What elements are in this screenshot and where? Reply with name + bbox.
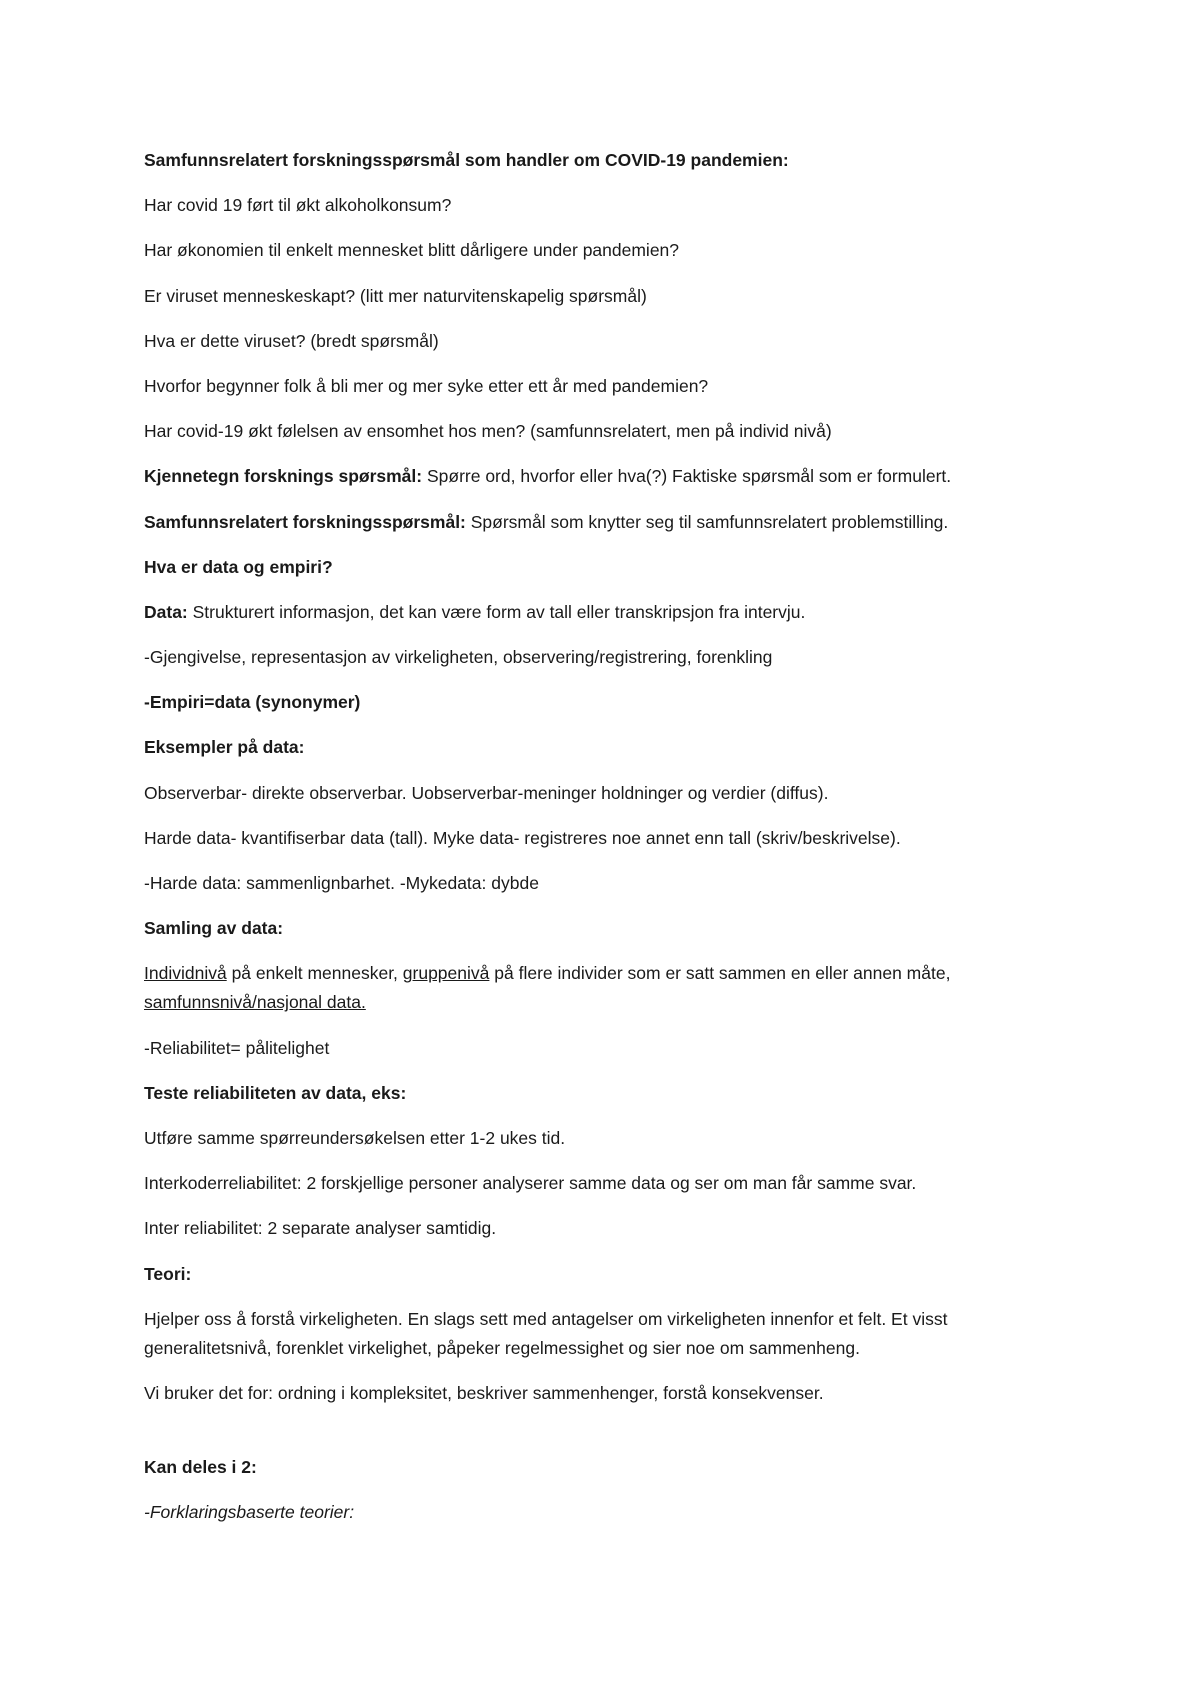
blank-line	[144, 1424, 1064, 1453]
empiri-data-line: -Empiri=data (synonymer)	[144, 692, 361, 713]
covid-question: Har covid 19 ført til økt alkoholkonsum?	[144, 195, 452, 216]
vi-bruker-line: Vi bruker det for: ordning i kompleksitet, beskriver sammenhenger, forstå konsekvenser.	[144, 1382, 824, 1403]
samfunnsrelatert-text: Spørsmål som knytter seg til samfunnsrelatert problemstilling.	[465, 511, 949, 532]
covid-question: Har økonomien til enkelt mennesket blitt dårligere under pandemien?	[144, 240, 680, 261]
interkoder-line: Interkoderreliabilitet: 2 forskjellige personer analyserer samme data og ser om man får samme svar.	[144, 1173, 917, 1194]
heading-covid: Samfunnsrelatert forskningsspørsmål som handler om COVID-19 pandemien:	[144, 150, 789, 170]
document-body	[144, 146, 1064, 1543]
individniva-term: Individnivå	[144, 963, 227, 984]
harde-myke-line: -Harde data: sammenlignbarhet. -Mykedata: dybde	[144, 873, 539, 893]
data-definition	[144, 598, 1064, 627]
teori-paragraph: Hjelper oss å forstå virkeligheten. En slags sett med antagelser om virkeligheten innenfor et felt. Et visst generalitetsnivå, forenklet virkelighet, påpeker regelmessighet og sier noe om sammenheng.	[144, 1308, 948, 1358]
covid-question: Hva er dette viruset? (bredt spørsmål)	[144, 330, 439, 351]
heading-samling: Samling av data:	[144, 918, 284, 939]
heading-teste: Teste reliabiliteten av data, eks:	[144, 1082, 407, 1103]
gjengivelse-line: -Gjengivelse, representasjon av virkeligheten, observering/registrering, forenkling	[144, 647, 773, 668]
kjennetegn-paragraph	[144, 462, 1064, 491]
gruppeniva-term: gruppenivå	[402, 963, 490, 984]
heading-data-empiri: Hva er data og empiri?	[144, 556, 333, 577]
observerbar-line: Observerbar- direkte observerbar. Uobserverbar-meninger holdninger og verdier (diffus).	[144, 782, 829, 803]
heading-teori: Teori:	[144, 1263, 192, 1284]
kjennetegn-text: Spørre ord, hvorfor eller hva(?) Faktiske spørsmål som er formulert.	[422, 466, 952, 487]
covid-question: Har covid-19 økt følelsen av ensomhet hos men? (samfunnsrelatert, men på individ nivå)	[144, 421, 832, 442]
data-label: Data:	[144, 601, 188, 622]
samfunnsrelatert-paragraph	[144, 508, 1064, 537]
covid-question: Er viruset menneskeskapt? (litt mer naturvitenskapelig spørsmål)	[144, 285, 647, 306]
heading-kan-deles: Kan deles i 2:	[144, 1457, 257, 1478]
kjennetegn-label: Kjennetegn forsknings spørsmål:	[144, 466, 423, 487]
samfunnsniva-term: samfunnsnivå/nasjonal data.	[144, 992, 366, 1013]
harde-data-line: Harde data- kvantifiserbar data (tall). Myke data- registreres noe annet enn tall (skriv/beskrivelse).	[144, 827, 901, 848]
forklaringsbaserte-line: -Forklaringsbaserte teorier:	[144, 1502, 355, 1523]
covid-question: Hvorfor begynner folk å bli mer og mer syke etter ett år med pandemien?	[144, 375, 709, 396]
inter-line: Inter reliabilitet: 2 separate analyser samtidig.	[144, 1218, 497, 1239]
samling-text-1: på enkelt mennesker,	[226, 963, 403, 984]
data-text: Strukturert informasjon, det kan være form av tall eller transkripsjon fra intervju.	[187, 601, 806, 622]
samling-paragraph	[144, 959, 1064, 1017]
heading-eksempler: Eksempler på data:	[144, 737, 305, 758]
samling-text-2: på flere individer som er satt sammen en eller annen måte,	[489, 963, 951, 984]
reliabilitet-line: -Reliabilitet= pålitelighet	[144, 1037, 330, 1058]
samfunnsrelatert-label: Samfunnsrelatert forskningsspørsmål:	[144, 511, 466, 532]
utfore-line: Utføre samme spørreundersøkelsen etter 1-2 ukes tid.	[144, 1127, 566, 1148]
